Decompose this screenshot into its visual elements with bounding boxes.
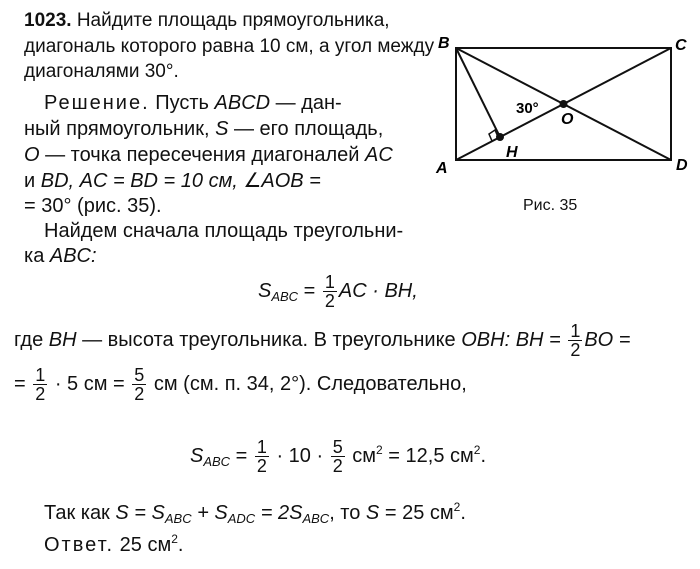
solution-line-6: Найдем сначала площадь треугольни- [44,220,404,242]
solution-line-7: ка ABC: [24,245,97,267]
solution-line-3: O — точка пересечения диагоналей AC [24,144,393,166]
solution-line-1: Решение. Пусть ABCD — дан- [44,92,342,114]
label-a: A [436,160,448,177]
fraction-half-4: $\frac{1}{2}$ [256,437,267,477]
fraction-half-2: $\frac{1}{2}$ [570,321,581,361]
label-d: D [676,157,688,174]
solution-line-4: и BD, AC = BD = 10 см, ∠AOB = [24,170,321,192]
problem-number: 1023. [24,10,72,31]
point-h [496,133,504,141]
fraction-five-halves: $\frac{5}{2}$ [134,365,145,405]
fraction-half-3: $\frac{1}{2}$ [35,365,46,405]
solution-line-8: где BH — высота треугольника. В треугольнике OBH: BH = $\frac{1}{2}$ BO = [14,321,631,361]
figure-caption: Рис. 35 [523,197,578,214]
answer-label: Ответ. [44,534,115,556]
label-o: O [561,111,574,128]
solution-line-2: ный прямоугольник, S — его площадь, [24,118,384,140]
problem-line-1: 1023. Найдите площадь прямоугольника, [24,10,390,31]
solution-label: Решение. [44,92,150,114]
fraction-half: $\frac{1}{2}$ [324,272,335,312]
point-o [560,100,568,108]
solution-line-10: Так как $S = S_{ABC} + S_{ADC} = 2S_{ABC}$, то S = 25 $см^2$. [44,500,466,526]
answer-line: Ответ. 25 $см^2$. [44,532,184,556]
problem-line-3: диагоналями 30°. [24,61,179,82]
angle-label: 30° [516,100,539,117]
fraction-five-halves-2: $\frac{5}{2}$ [332,437,343,477]
solution-line-5: = 30° (рис. 35). [24,195,162,217]
altitude-bh [456,48,500,137]
solution-line-9: = $\frac{1}{2}$ · 5 см = $\frac{5}{2}$ см (см. п. 34, 2°). Следовательно, [14,365,467,405]
formula-area-2: $S_{ABC}$ = $\frac{1}{2}$ · 10 · $\frac{5}{2}$ $см^2 = 12,5$ $см^2$. [190,437,487,477]
label-c: C [675,37,687,54]
label-b: B [438,35,450,52]
rectangle-diagram [428,34,693,184]
formula-area: $S_{ABC}$ = $\frac{1}{2}$ AC · BH, [258,272,418,312]
problem-line-2: диагональ которого равна 10 см, а угол между [24,36,435,57]
label-h: H [506,144,518,161]
